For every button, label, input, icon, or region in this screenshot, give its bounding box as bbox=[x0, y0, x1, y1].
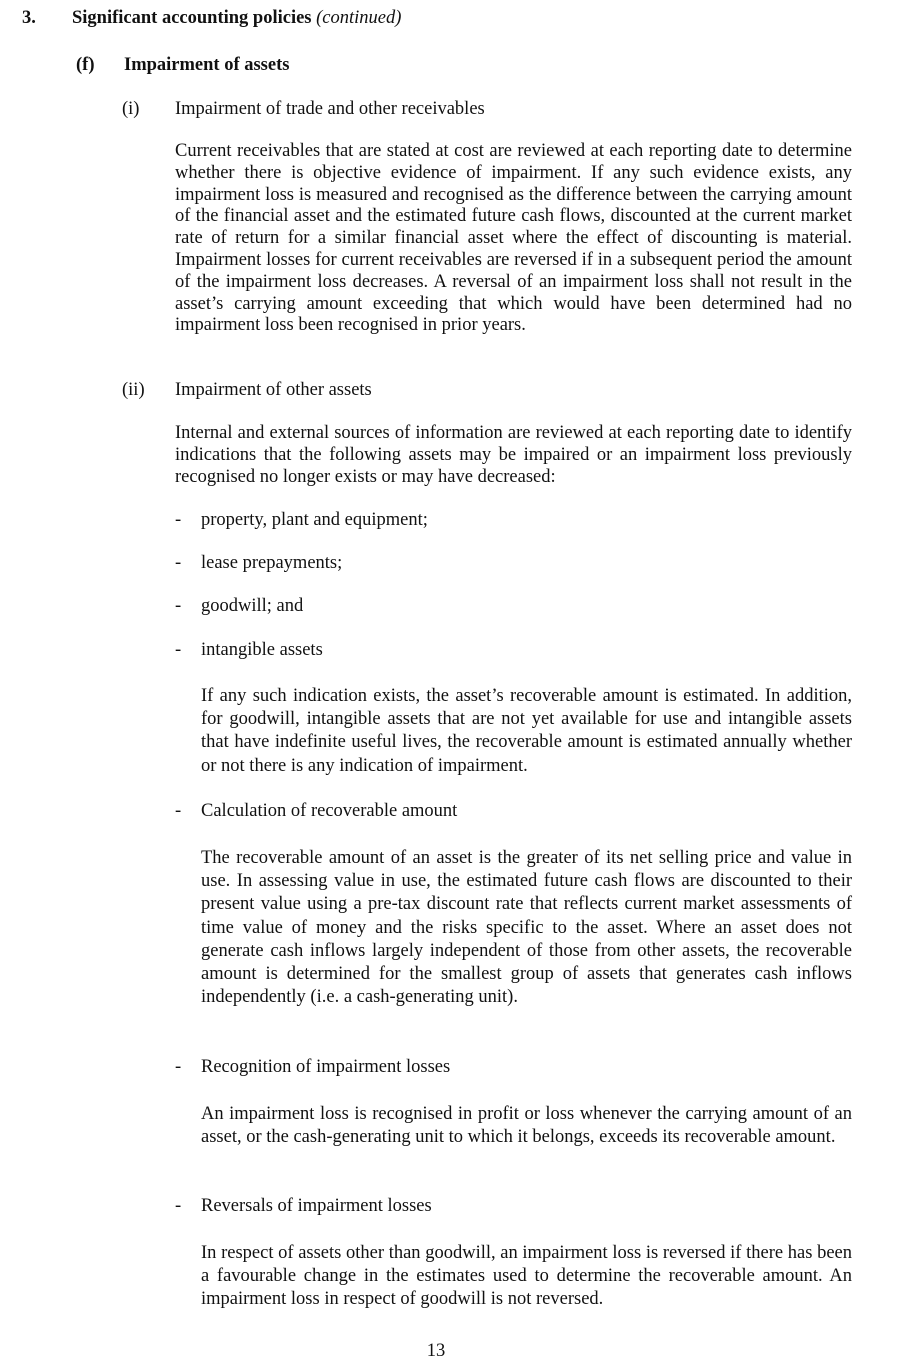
calc-heading: Calculation of recoverable amount bbox=[201, 801, 458, 821]
part-ii-label: (ii) bbox=[122, 380, 145, 400]
indication-paragraph: If any such indication exists, the asset’s recoverable amount is estimated. In addition, for goodwill, intangible assets that are not yet available for use and intangible assets that have indefinite useful lives, the recoverable amount is estimated annually whether or not there is any indication of impairment. bbox=[201, 686, 852, 776]
section-title bbox=[72, 8, 401, 29]
list-dash: - bbox=[175, 596, 182, 616]
rev-paragraph: In respect of assets other than goodwill, an impairment loss is reversed if there has been a favourable change in the estimates used to determine the recoverable amount. An impairment loss in respect of goodwill is not reversed. bbox=[201, 1243, 852, 1310]
recog-paragraph: An impairment loss is recognised in profit or loss whenever the carrying amount of an asset, or the cash-generating unit to which it belongs, exceeds its recoverable amount. bbox=[201, 1104, 852, 1148]
subsection-label: (f) bbox=[76, 55, 95, 75]
list-item-lease: lease prepayments; bbox=[201, 553, 343, 573]
part-i-label: (i) bbox=[122, 99, 140, 119]
page-number: 13 bbox=[426, 1341, 446, 1361]
subsection-title: Impairment of assets bbox=[124, 55, 290, 75]
calc-paragraph: The recoverable amount of an asset is the greater of its net selling price and value in use. In assessing value in use, the estimated future cash flows are discounted to their present value using a pre-tax discount rate that reflects current market assessments of time value of money and the risks specific to the asset. Where an asset does not generate cash inflows largely independent of those from other assets, the recoverable amount is determined for the smallest group of assets that generates cash inflows independently (i.e. a cash-generating unit). bbox=[201, 848, 852, 1008]
list-dash: - bbox=[175, 801, 182, 821]
list-dash: - bbox=[175, 1196, 182, 1216]
part-i-body: Current receivables that are stated at cost are reviewed at each reporting date to determine whether there is objective evidence of impairment. If any such evidence exists, any impairment loss is measured and recognised as the difference between the carrying amount of the financial asset and the estimated future cash flows, discounted at the current market rate of return for a similar financial asset where the effect of discounting is material. Impairment losses for current receivables are reversed if in a subsequent period the amount of the impairment loss decreases. A reversal of an impairment loss shall not result in the asset’s carrying amount exceeding that which would have been determined had no impairment loss been recognised in prior years. bbox=[175, 141, 852, 336]
list-item-goodwill: goodwill; and bbox=[201, 596, 304, 616]
list-dash: - bbox=[175, 553, 182, 573]
rev-heading: Reversals of impairment losses bbox=[201, 1196, 432, 1216]
part-ii-heading: Impairment of other assets bbox=[175, 380, 372, 400]
list-item-intangible: intangible assets bbox=[201, 640, 323, 660]
part-i-heading: Impairment of trade and other receivables bbox=[175, 99, 485, 119]
list-dash: - bbox=[175, 1057, 182, 1077]
section-number: 3. bbox=[22, 8, 36, 28]
list-item-ppe: property, plant and equipment; bbox=[201, 510, 428, 530]
part-ii-body: Internal and external sources of information are reviewed at each reporting date to identify indications that the following assets may be impaired or an impairment loss previously recognised no longer exists or may have decreased: bbox=[175, 423, 852, 487]
section-continued: (continued) bbox=[316, 8, 402, 28]
list-dash: - bbox=[175, 640, 182, 660]
section-title-text: Significant accounting policies bbox=[72, 8, 312, 28]
recog-heading: Recognition of impairment losses bbox=[201, 1057, 451, 1077]
list-dash: - bbox=[175, 510, 182, 530]
